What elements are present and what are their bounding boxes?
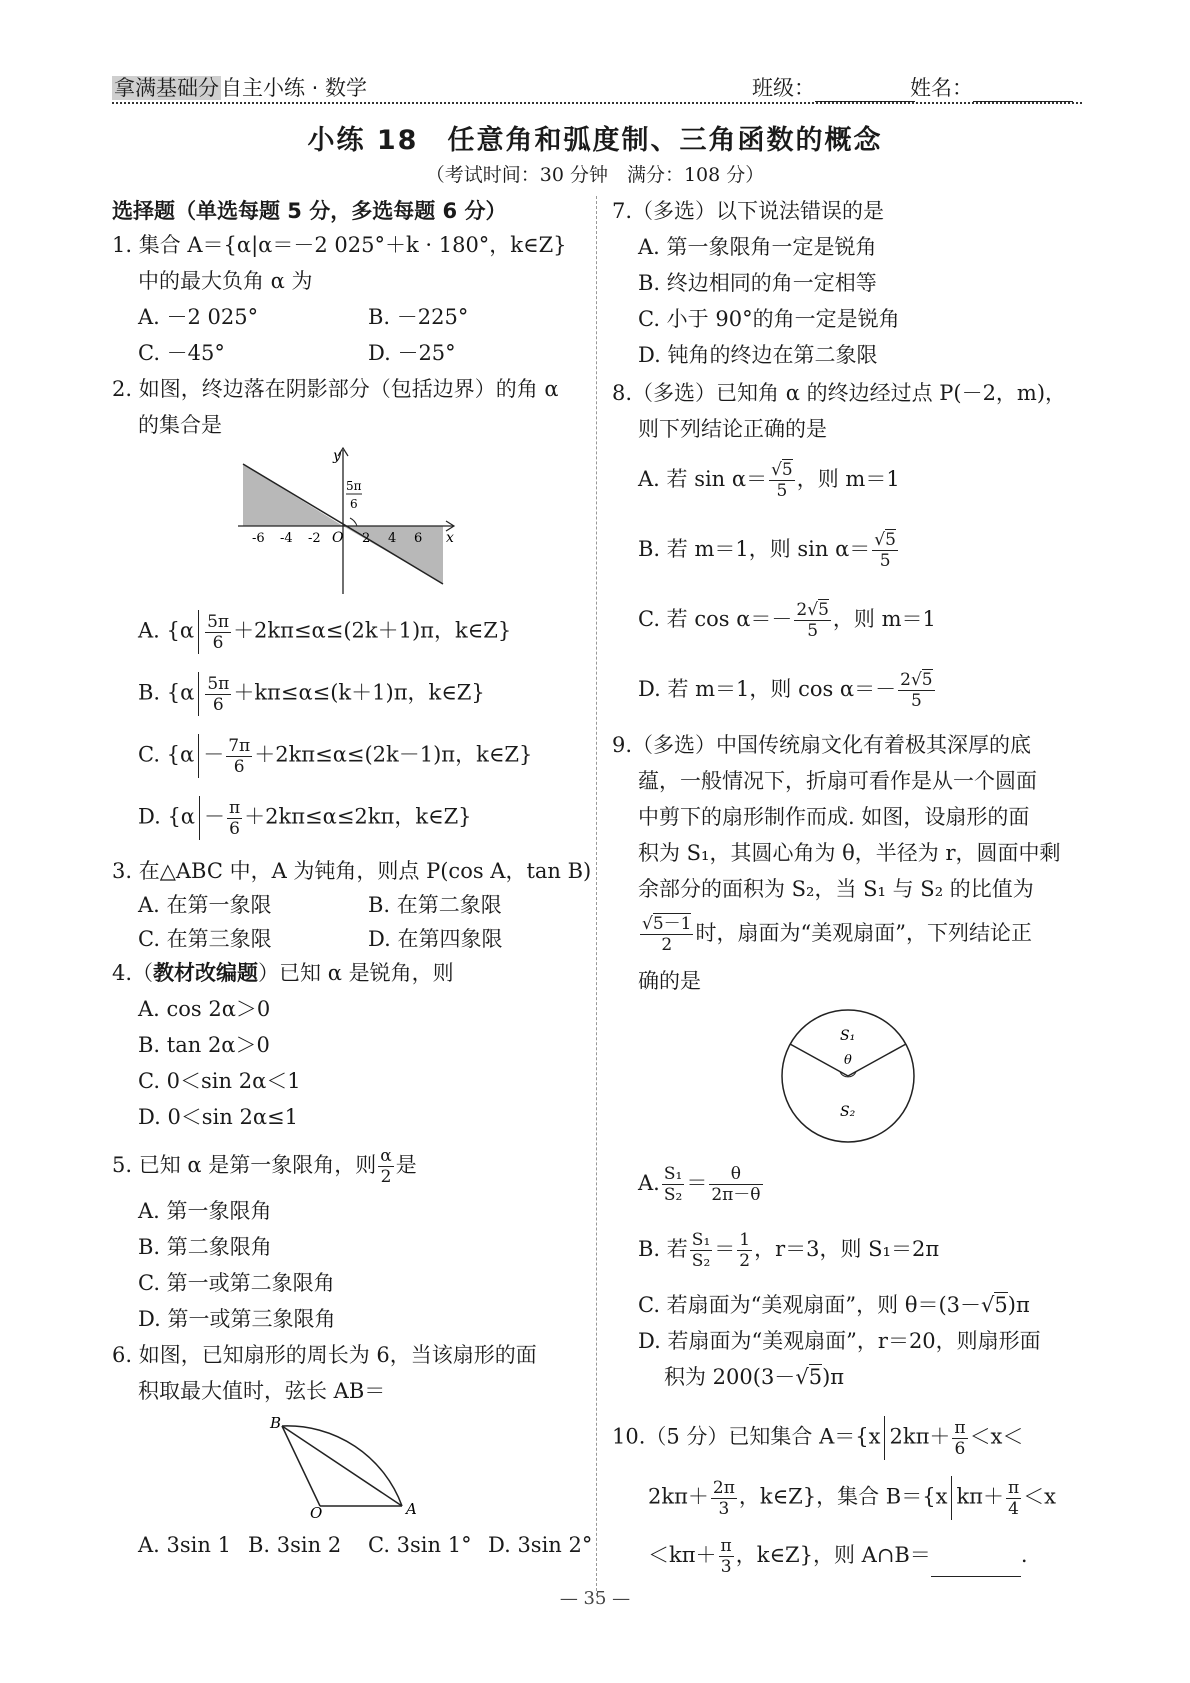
q3-option-d[interactable]: D. 在第四象限 (368, 927, 503, 951)
series-title (112, 72, 367, 102)
q1-option-c[interactable]: C. －45° (138, 341, 225, 365)
q1-stem-2: 中的最大负角 α 为 (138, 269, 313, 293)
q8-option-d[interactable]: D. 若 m＝1，则 cos α＝－ $\frac{2√5}{5}$ (638, 670, 933, 711)
q9-stem-7: 确的是 (638, 969, 701, 993)
column-divider (596, 196, 597, 1596)
q6-option-c[interactable]: C. 3sin 1° (368, 1533, 472, 1557)
q10-stem-2: 2kπ＋ $\frac{2\pi}{3}$ ，k∈Z}，集合 B＝{x kπ＋ $\frac{\pi}{4}$ ＜x (648, 1477, 1056, 1519)
q9-figure (776, 1006, 920, 1146)
q4-option-d[interactable]: D. 0＜sin 2α≤1 (138, 1105, 298, 1129)
q9-stem-6: $\frac{√5-1}{2}$ 时，扇面为“美观扇面”，下列结论正 (642, 914, 1032, 955)
q9-option-b[interactable]: B. 若 $\frac{\text{S₁}}{\text{S₂}}$ ＝ $\frac{1}{2}$ ，r＝3，则 S₁＝2π (638, 1230, 940, 1271)
q9-stem-3: 中剪下的扇形制作而成. 如图，设扇形的面 (638, 805, 1030, 829)
q3-option-c[interactable]: C. 在第三象限 (138, 927, 272, 951)
q3-option-a[interactable]: A. 在第一象限 (138, 893, 272, 917)
q9-option-d-1[interactable]: D. 若扇面为“美观扇面”，r＝20，则扇形面 (638, 1329, 1041, 1353)
q5-stem: 5. 已知 α 是第一象限角，则 $\frac{\alpha}{2}$ 是 (112, 1146, 417, 1187)
page-header (112, 72, 1082, 104)
q2-option-a[interactable]: A. {α $\frac{5\pi}{6}$ ＋2kπ≤α≤(2k＋1)π，k∈Z} (138, 611, 512, 653)
section-heading: 选择题（单选每题 5 分，多选每题 6 分） (112, 199, 507, 223)
q2-option-d[interactable]: D. {α － $\frac{\pi}{6}$ ＋2kπ≤α≤2kπ，k∈Z} (138, 797, 472, 839)
tick-neg6: -6 (252, 531, 265, 546)
page-number: — 35 — (559, 1588, 631, 1609)
angle-den: 6 (350, 497, 358, 511)
q9-stem-5: 余部分的面积为 S₂，当 S₁ 与 S₂ 的比值为 (638, 877, 1034, 901)
q6-option-d[interactable]: D. 3sin 2° (488, 1533, 593, 1557)
q7-stem: 7.（多选）以下说法错误的是 (612, 199, 885, 223)
q8-option-c[interactable]: C. 若 cos α＝－ $\frac{2√5}{5}$ ，则 m＝1 (638, 600, 936, 641)
angle-num: 5π (346, 479, 362, 493)
q8-option-a[interactable]: A. 若 sin α＝ $\frac{√5}{5}$ ，则 m＝1 (638, 460, 900, 501)
q10-stem-1: 10.（5 分）已知集合 A＝{x 2kπ＋ $\frac{\pi}{6}$ ＜x＜ (612, 1417, 1024, 1459)
q9-stem-1: 9.（多选）中国传统扇文化有着极其深厚的底 (612, 733, 1032, 757)
q10-answer-blank[interactable] (931, 1554, 1021, 1577)
label-s1: S₁ (840, 1028, 856, 1044)
q2-stem-2: 的集合是 (138, 413, 222, 437)
q1-stem-1: 1. 集合 A＝{α|α＝－2 025°＋k · 180°，k∈Z} (112, 233, 567, 257)
page-title: 小练 18 任意角和弧度制、三角函数的概念 (307, 125, 883, 156)
q2-option-c[interactable]: C. {α － $\frac{7\pi}{6}$ ＋2kπ≤α≤(2k－1)π，k∈Z} (138, 735, 533, 777)
q6-option-b[interactable]: B. 3sin 2 (248, 1533, 342, 1557)
q7-option-b[interactable]: B. 终边相同的角一定相等 (638, 271, 877, 295)
point-a: A (406, 1500, 417, 1518)
q6-figure (262, 1410, 442, 1518)
point-b: B (270, 1414, 282, 1432)
tick-6: 6 (414, 531, 423, 546)
q5-option-a[interactable]: A. 第一象限角 (138, 1199, 272, 1223)
q4-option-a[interactable]: A. cos 2α＞0 (138, 997, 271, 1021)
label-theta: θ (844, 1053, 852, 1068)
q6-stem-2: 积取最大值时，弦长 AB＝ (138, 1379, 386, 1403)
q3-stem: 3. 在△ABC 中，A 为钝角，则点 P(cos A，tan B) (112, 859, 592, 883)
q8-option-b[interactable]: B. 若 m＝1，则 sin α＝ $\frac{√5}{5}$ (638, 530, 896, 571)
fan-edge-left (790, 1044, 848, 1076)
q6-option-a[interactable]: A. 3sin 1 (138, 1533, 231, 1557)
series-suffix: 自主小练 · 数学 (221, 76, 368, 100)
q3-option-b[interactable]: B. 在第二象限 (368, 893, 502, 917)
q2-figure (238, 446, 458, 596)
exam-info: （考试时间：30 分钟 满分：108 分） (425, 164, 765, 186)
tick-2: 2 (362, 531, 371, 546)
tick-4: 4 (388, 531, 397, 546)
q8-stem-2: 则下列结论正确的是 (638, 417, 827, 441)
q5-option-c[interactable]: C. 第一或第二象限角 (138, 1271, 335, 1295)
q9-option-c[interactable]: C. 若扇面为“美观扇面”，则 θ＝(3－√5)π (638, 1293, 1030, 1317)
q6-stem-1: 6. 如图，已知扇形的周长为 6，当该扇形的面 (112, 1343, 537, 1367)
class-blank[interactable] (815, 81, 915, 102)
q4-option-c[interactable]: C. 0＜sin 2α＜1 (138, 1069, 301, 1093)
q1-option-b[interactable]: B. －225° (368, 305, 469, 329)
q5-option-b[interactable]: B. 第二象限角 (138, 1235, 272, 1259)
q8-stem-1: 8.（多选）已知角 α 的终边经过点 P(－2，m)， (612, 381, 1067, 405)
q4-stem: 4.（教材改编题）已知 α 是锐角，则 (112, 961, 454, 985)
q1-option-a[interactable]: A. －2 025° (138, 305, 259, 329)
q9-option-a[interactable]: A. $\frac{\text{S₁}}{\text{S₂}}$ ＝ $\frac{\theta}{2\pi-\theta}$ (638, 1164, 761, 1205)
q4-option-b[interactable]: B. tan 2α＞0 (138, 1033, 270, 1057)
q7-option-a[interactable]: A. 第一象限角一定是锐角 (638, 235, 877, 259)
tick-neg2: -2 (308, 531, 321, 546)
name-label: 姓名： (910, 76, 973, 100)
class-label: 班级： (752, 76, 815, 100)
q9-stem-4: 积为 S₁，其圆心角为 θ，半径为 r，圆面中剩 (638, 841, 1061, 865)
origin-label: O (332, 530, 344, 546)
class-field[interactable] (752, 72, 915, 102)
fan-edge-right (848, 1044, 906, 1076)
tick-neg4: -4 (280, 531, 293, 546)
q7-option-c[interactable]: C. 小于 90°的角一定是锐角 (638, 307, 900, 331)
q10-stem-3: ＜kπ＋ $\frac{\pi}{3}$ ，k∈Z}，则 A∩B＝ . (648, 1536, 1028, 1577)
q2-option-b[interactable]: B. {α $\frac{5\pi}{6}$ ＋kπ≤α≤(k＋1)π，k∈Z} (138, 673, 485, 715)
q7-option-d[interactable]: D. 钝角的终边在第二象限 (638, 343, 878, 367)
q5-option-d[interactable]: D. 第一或第三象限角 (138, 1307, 336, 1331)
q2-stem-1: 2. 如图，终边落在阴影部分（包括边界）的角 α (112, 377, 559, 401)
series-prefix: 拿满基础分 (114, 76, 219, 100)
name-blank[interactable] (973, 81, 1073, 102)
name-field[interactable] (910, 72, 1073, 102)
point-o: O (310, 1504, 323, 1518)
y-label: y (333, 448, 341, 464)
label-s2: S₂ (840, 1104, 856, 1120)
q9-option-d-2[interactable]: 积为 200(3－√5)π (664, 1365, 845, 1389)
q1-option-d[interactable]: D. －25° (368, 341, 456, 365)
q9-stem-2: 蕴，一般情况下，折扇可看作是从一个圆面 (638, 769, 1037, 793)
x-label: x (446, 530, 454, 546)
